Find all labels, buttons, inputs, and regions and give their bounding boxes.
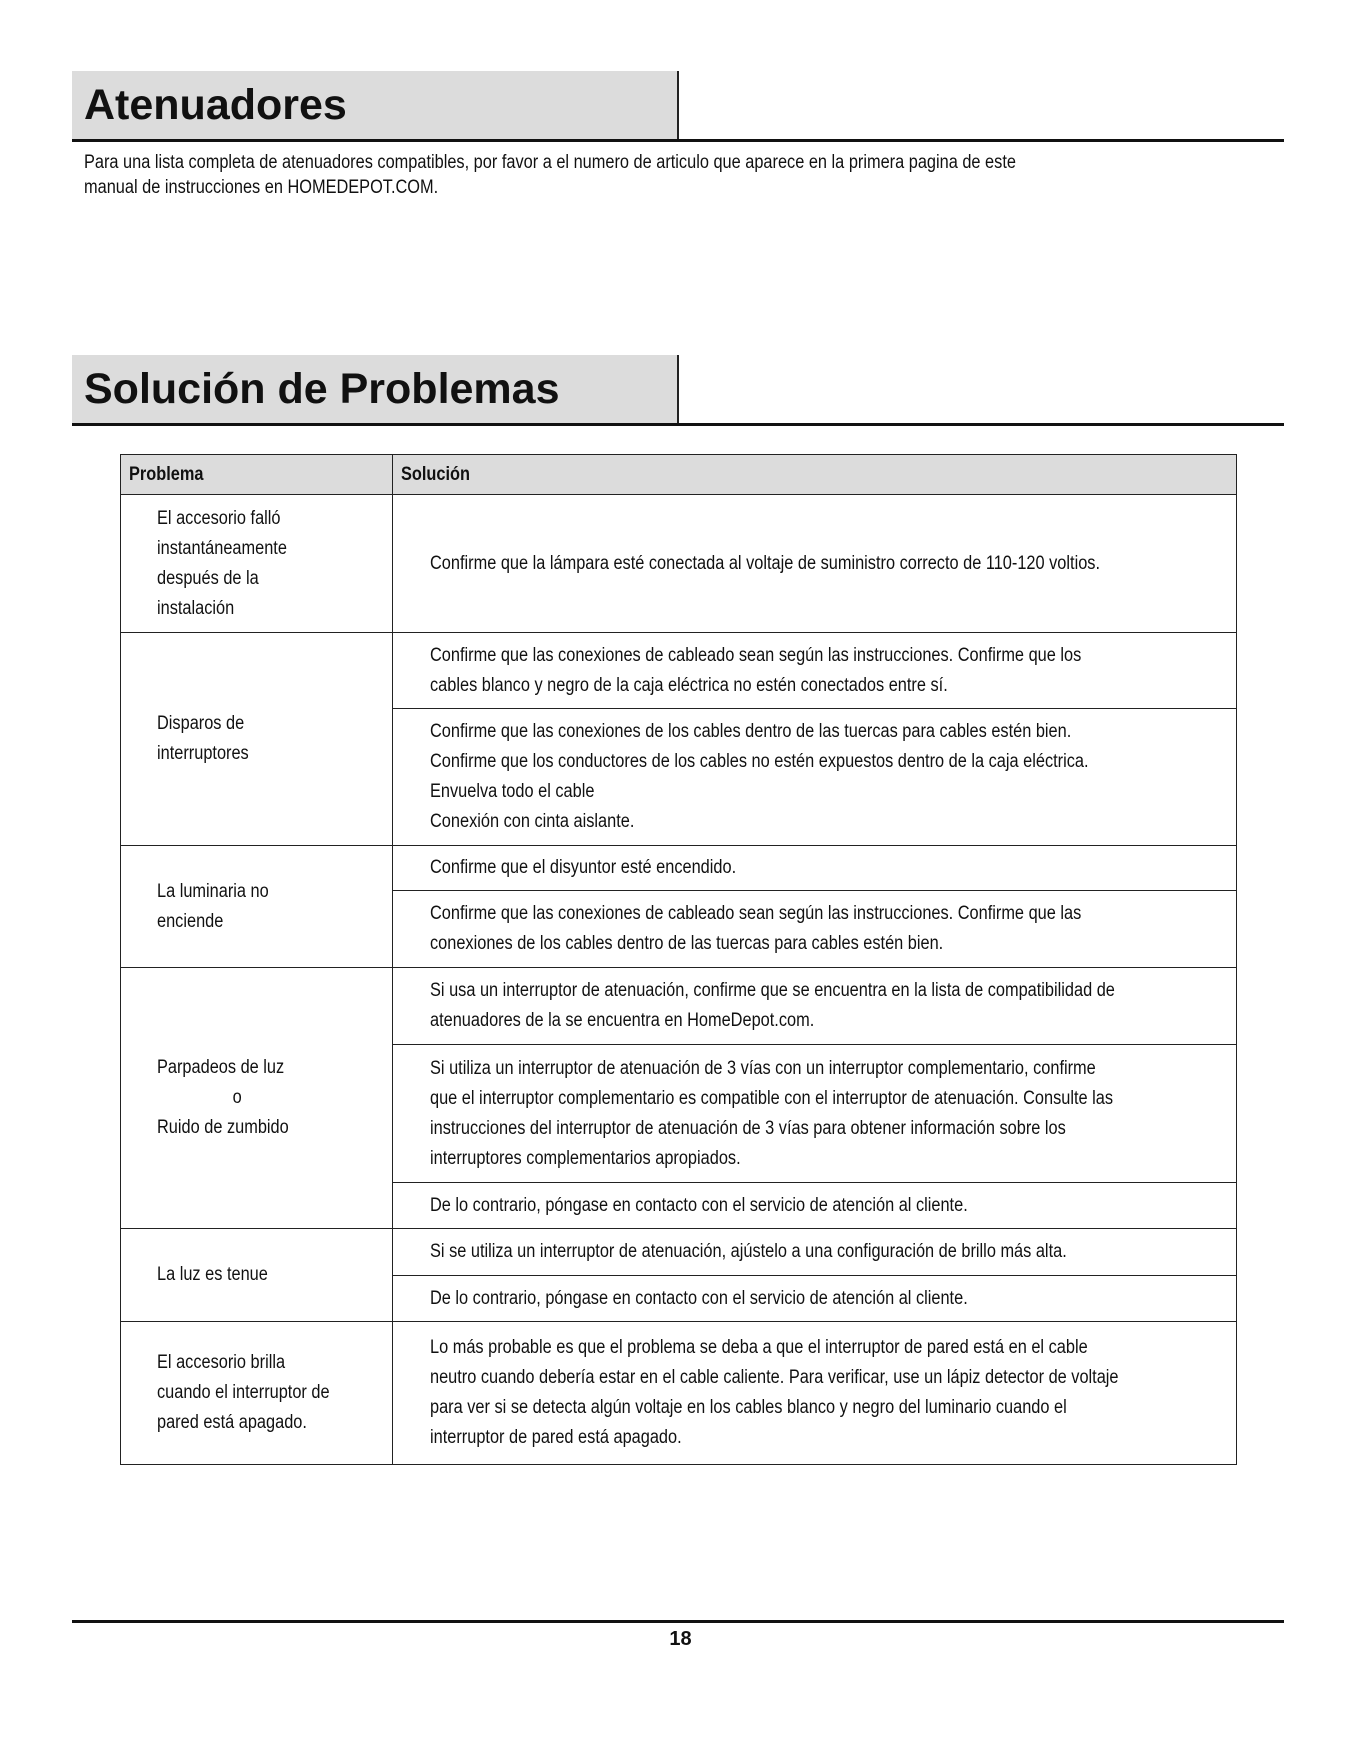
section-title-atenuadores: Atenuadores <box>72 71 679 139</box>
header-problem: Problema <box>121 455 393 495</box>
problem-cell: El accesorio falló instantáneamente después de la instalación <box>121 495 393 633</box>
table-row <box>121 1322 1237 1465</box>
table-row <box>121 968 1237 1045</box>
problem-cell: Parpadeos de luz o Ruido de zumbido <box>121 968 393 1229</box>
table-row <box>121 846 1237 891</box>
problem-cell: Disparos de interruptores <box>121 633 393 846</box>
table-row <box>121 1229 1237 1276</box>
solution-cell: Confirme que las conexiones de cableado sean según las instrucciones. Confirme que los cables blanco y negro de la caja eléctrica no estén conectados entre sí. <box>393 633 1237 709</box>
section-rule <box>72 423 1284 426</box>
solution-cell: Si usa un interruptor de atenuación, confirme que se encuentra en la lista de compatibilidad de atenuadores de la se encuentra en HomeDepot.com. <box>393 968 1237 1045</box>
troubleshooting-table <box>120 454 1237 1465</box>
solution-cell: Lo más probable es que el problema se deba a que el interruptor de pared está en el cable neutro cuando debería estar en el cable caliente. Para verificar, use un lápiz detector de voltaje para ver si se detecta algún voltaje en los cables blanco y negro del luminario cuando el interruptor de pared está apagado. <box>393 1322 1237 1465</box>
problem-cell: La luminaria no enciende <box>121 846 393 968</box>
solution-cell: De lo contrario, póngase en contacto con el servicio de atención al cliente. <box>393 1183 1237 1229</box>
section-rule <box>72 139 1284 142</box>
problem-cell: La luz es tenue <box>121 1229 393 1322</box>
solution-cell: Si se utiliza un interruptor de atenuación, ajústelo a una configuración de brillo más alta. <box>393 1229 1237 1276</box>
intro-line: Para una lista completa de atenuadores compatibles, por favor a el numero de articulo que aparece en la primera pagina de este <box>84 152 1016 173</box>
section-title-solucion: Solución de Problemas <box>72 355 679 423</box>
solution-cell: Si utiliza un interruptor de atenuación de 3 vías con un interruptor complementario, confirme que el interruptor complementario es compatible con el interruptor de atenuación. Consulte las instrucciones del interruptor de atenuación de 3 vías para obtener información sobre los interruptores complementarios apropiados. <box>393 1045 1237 1183</box>
intro-line: manual de instrucciones en HOMEDEPOT.COM. <box>84 177 439 198</box>
table-row <box>121 633 1237 709</box>
intro-paragraph <box>84 150 1064 200</box>
solution-cell: De lo contrario, póngase en contacto con el servicio de atención al cliente. <box>393 1276 1237 1322</box>
table-header-row <box>121 455 1237 495</box>
page-number: 18 <box>669 1628 692 1650</box>
solution-cell: Confirme que la lámpara esté conectada al voltaje de suministro correcto de 110-120 voltios. <box>393 495 1237 633</box>
solution-cell: Confirme que el disyuntor esté encendido. <box>393 846 1237 891</box>
table-row <box>121 495 1237 633</box>
solution-cell: Confirme que las conexiones de los cables dentro de las tuercas para cables estén bien. Confirme que los conductores de los cables no estén expuestos dentro de la caja eléctrica. Envuelva todo el cable Conexión con cinta aislante. <box>393 709 1237 846</box>
header-solution: Solución <box>393 455 1237 495</box>
problem-cell: El accesorio brilla cuando el interruptor de pared está apagado. <box>121 1322 393 1465</box>
footer-rule <box>72 1620 1284 1623</box>
solution-cell: Confirme que las conexiones de cableado sean según las instrucciones. Confirme que las conexiones de los cables dentro de las tuercas para cables estén bien. <box>393 891 1237 968</box>
